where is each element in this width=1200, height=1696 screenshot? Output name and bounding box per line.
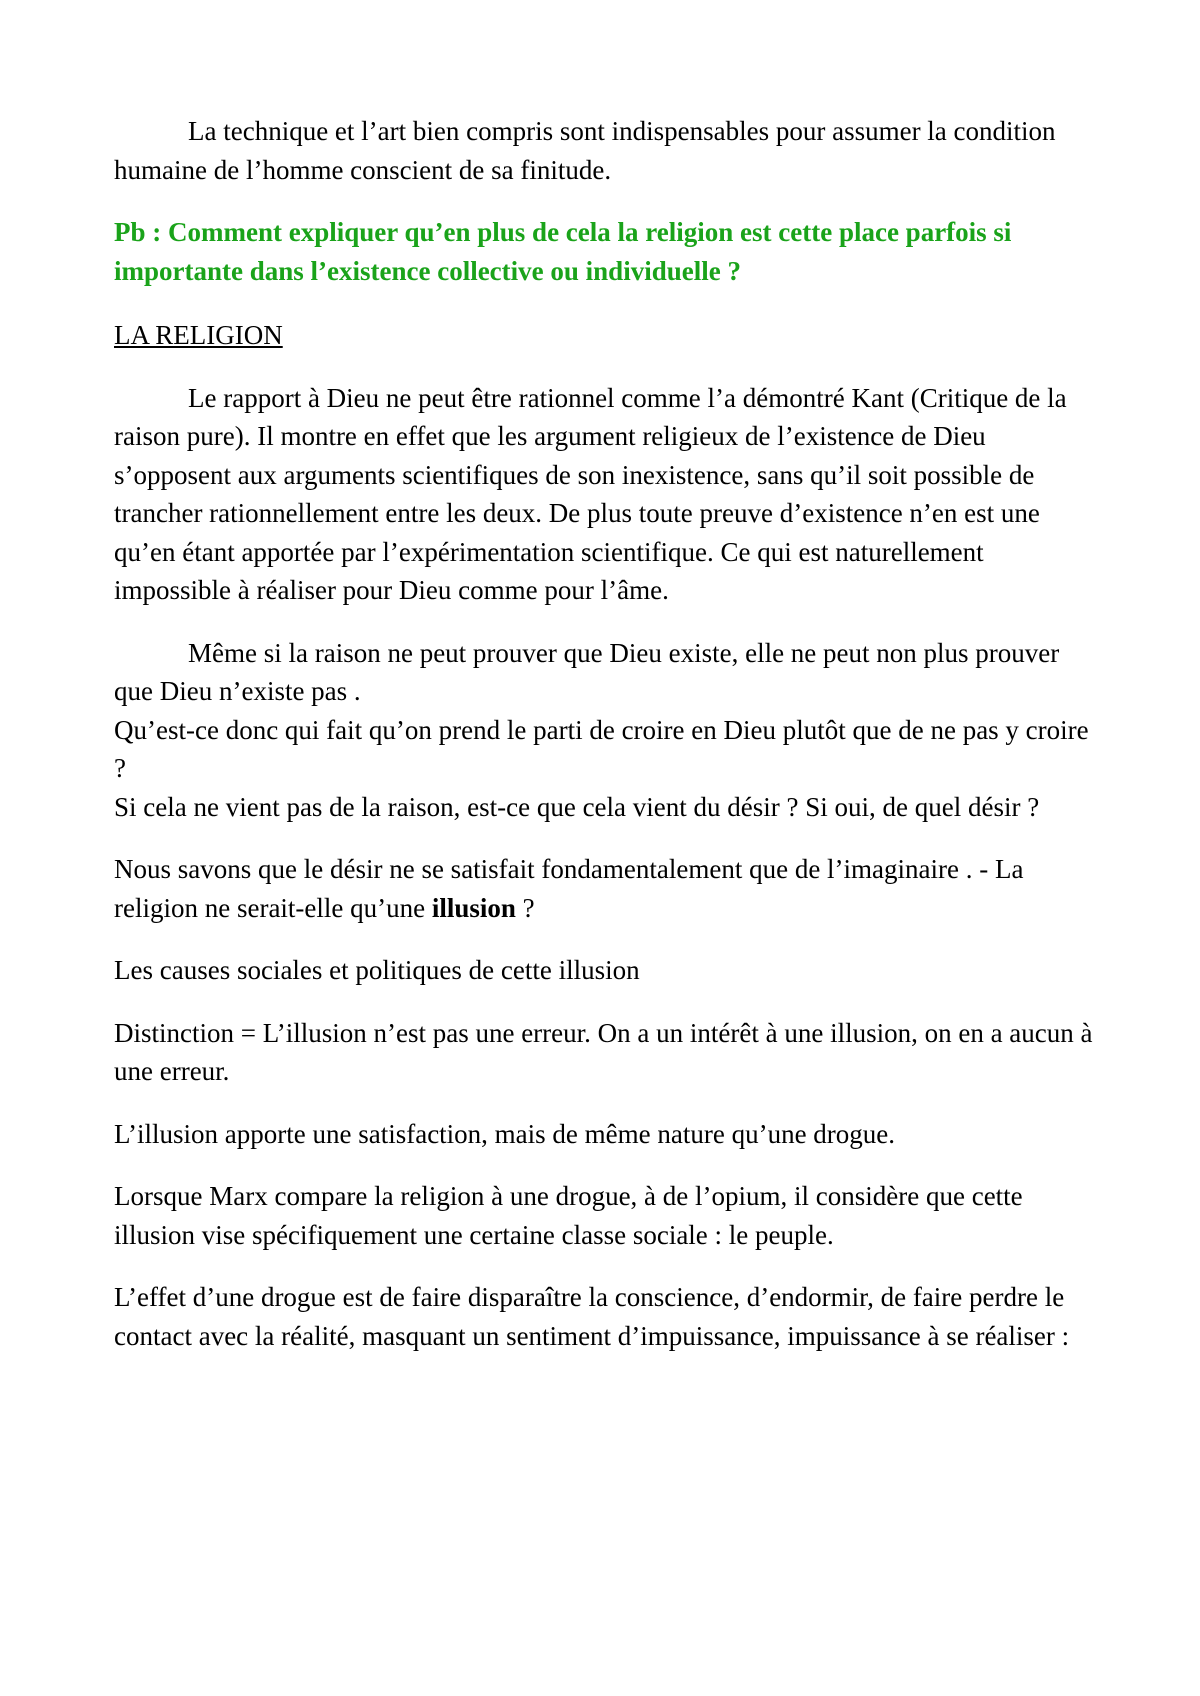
raison-paragraph: Même si la raison ne peut prouver que Dieu existe, elle ne peut non plus prouver que Dieu n’existe pas . — [114, 637, 1060, 706]
desir-text: Nous savons que le désir ne se satisfait fondamentalement que de l’imaginaire . - La religion ne serait-elle qu’une — [114, 854, 1024, 923]
problem-question: Pb : Comment expliquer qu’en plus de cela la religion est cette place parfois si importante dans l’existence collective ou individuelle ? — [114, 217, 1012, 286]
distinction-paragraph: Distinction = L’illusion n’est pas une erreur. On a un intérêt à une illusion, on en a aucun à une erreur. — [114, 1017, 1093, 1086]
desir-question: Si cela ne vient pas de la raison, est-ce que cela vient du désir ? Si oui, de quel désir ? — [114, 791, 1040, 822]
causes-paragraph: Les causes sociales et politiques de cette illusion — [114, 955, 640, 985]
satisfaction-paragraph: L’illusion apporte une satisfaction, mais de même nature qu’une drogue. — [114, 1118, 896, 1149]
marx-paragraph: Lorsque Marx compare la religion à une drogue, à de l’opium, il considère que cette illusion vise spécifiquement une certaine classe sociale : le peuple. — [114, 1181, 1023, 1250]
desir-paragraph — [114, 850, 1100, 927]
effet-paragraph: L’effet d’une drogue est de faire disparaître la conscience, d’endormir, de faire perdre le contact avec la réalité, masquant un sentiment d’impuissance, impuissance à se réaliser : — [114, 1282, 1070, 1351]
croire-question: Qu’est-ce donc qui fait qu’on prend le parti de croire en Dieu plutôt que de ne pas y croire ? — [114, 714, 1089, 783]
section-heading: LA RELIGION — [114, 320, 283, 350]
intro-paragraph: La technique et l’art bien compris sont indispensables pour assumer la condition humaine de l’homme conscient de sa finitude. — [114, 116, 1056, 185]
illusion-emphasis: illusion — [431, 892, 516, 923]
document-page — [114, 112, 1100, 1379]
kant-paragraph: Le rapport à Dieu ne peut être rationnel comme l’a démontré Kant (Critique de la raison pure). Il montre en effet que les argument religieux de l’existence de Dieu s’opposent aux arguments scientifiques de son inexistence, sans qu’il soit possible de trancher rationnellement entre les deux. De plus toute preuve d’existence n’en est une qu’en étant apportée par l’expérimentation scientifique. Ce qui est naturellement impossible à réaliser pour Dieu comme pour l’âme. — [114, 382, 1067, 605]
desir-end: ? — [515, 892, 535, 923]
